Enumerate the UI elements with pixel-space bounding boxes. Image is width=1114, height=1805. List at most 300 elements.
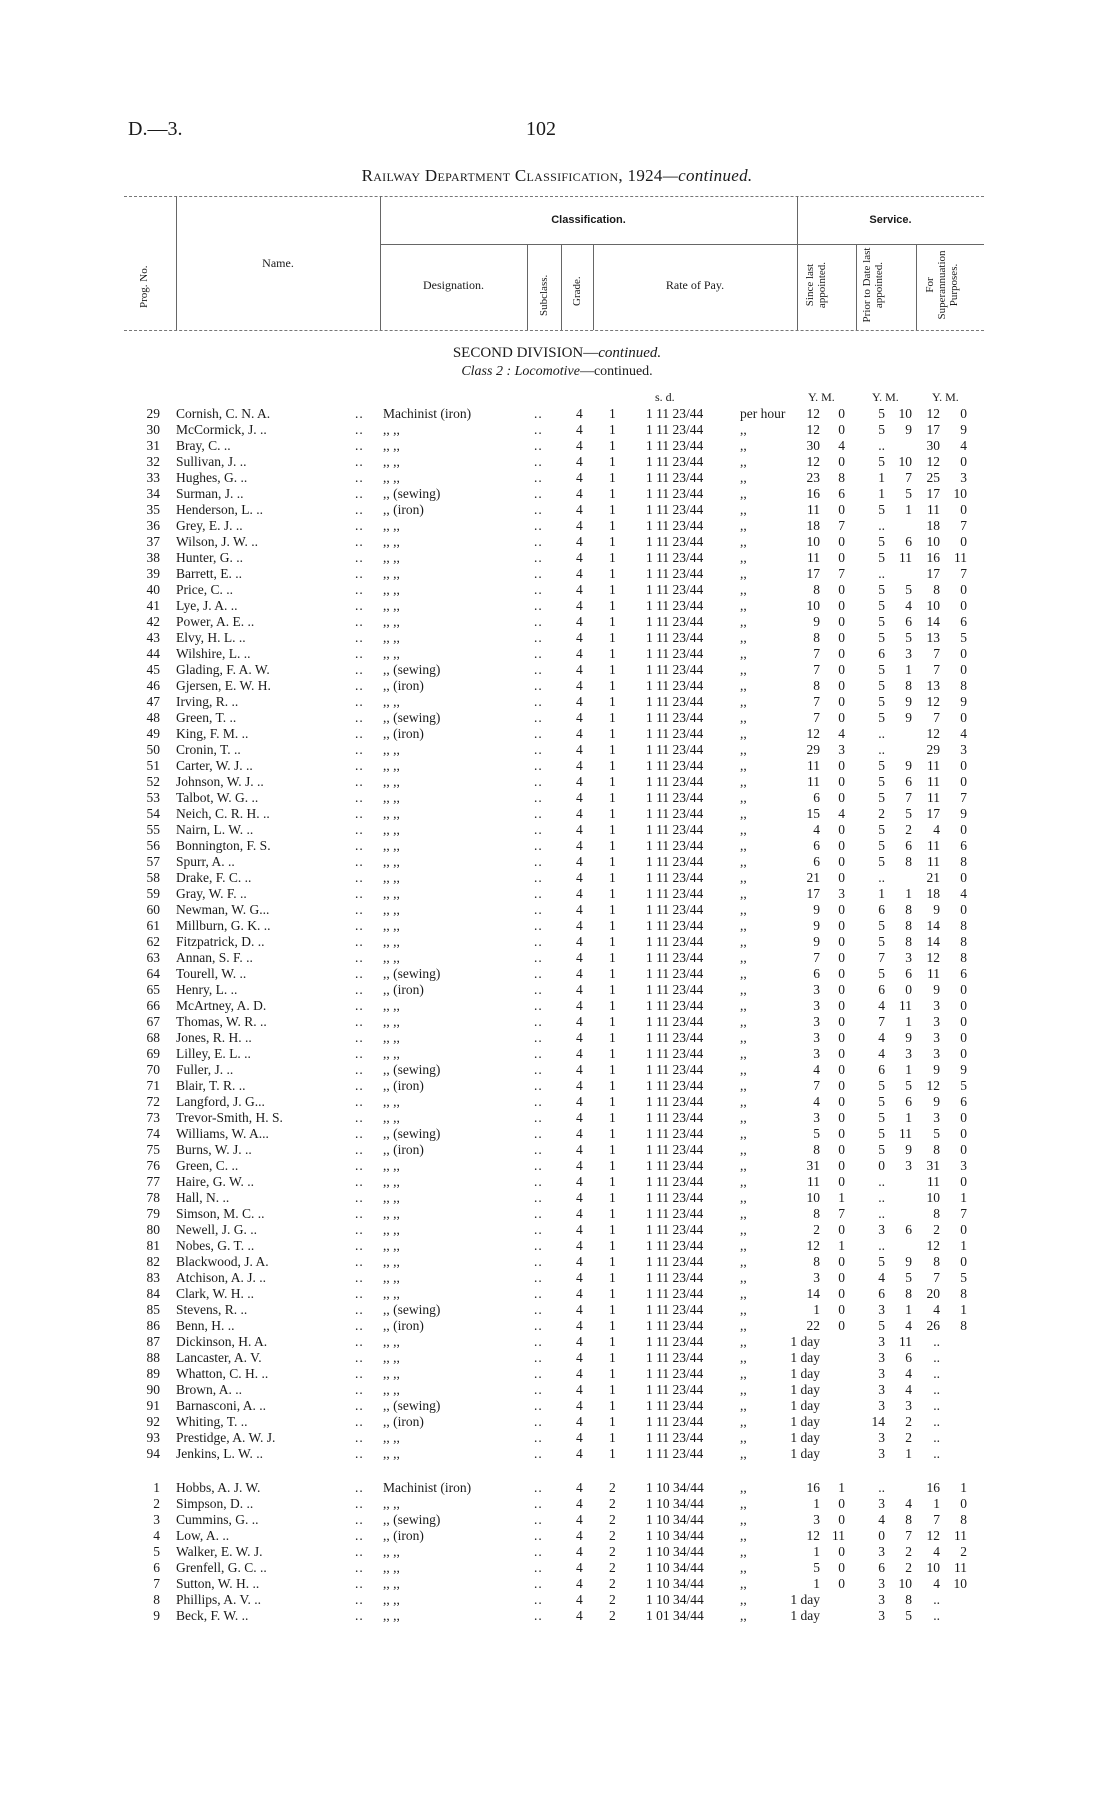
leader-dots: ..: [355, 710, 364, 725]
table-row: [0, 1350, 1114, 1366]
unit-sd: s. d.: [655, 390, 675, 404]
designation: ,, ,,: [383, 854, 400, 869]
super-years: 7: [933, 646, 940, 661]
super-months: 8: [960, 918, 967, 933]
table-row: [0, 1062, 1114, 1078]
designation: ,, ,,: [383, 934, 400, 949]
prior-months: 9: [905, 1254, 912, 1269]
prior-years: 3: [878, 1382, 885, 1397]
leader-dots: ..: [355, 1094, 364, 1109]
prior-years: 3: [878, 1446, 885, 1461]
employee-name: Spurr, A. ..: [176, 854, 235, 869]
rate-of-pay: 1 11 23/44: [646, 1158, 704, 1173]
super-months: 9: [960, 806, 967, 821]
rate-of-pay: 1 11 23/44: [646, 1366, 704, 1381]
since-months: 3: [838, 742, 845, 757]
prior-years: 3: [878, 1430, 885, 1445]
subclass: 4: [576, 758, 583, 773]
leader-dots: ..: [534, 1576, 543, 1591]
super-months: 8: [960, 678, 967, 693]
employee-name: Clark, W. H. ..: [176, 1286, 255, 1301]
grade: 2: [609, 1560, 616, 1575]
prior-years: ..: [878, 566, 885, 581]
rate-unit: ,,: [740, 1382, 747, 1397]
prog-no: 87: [146, 1334, 160, 1349]
leader-dots: ..: [534, 566, 543, 581]
super-years: 4: [933, 1544, 940, 1559]
employee-name: King, F. M. ..: [176, 726, 249, 741]
table-row: [0, 1238, 1114, 1254]
prior-months: 11: [899, 1126, 912, 1141]
employee-name: Talbot, W. G. ..: [176, 790, 259, 805]
prior-years: 5: [878, 1078, 885, 1093]
prior-months: 3: [905, 1158, 912, 1173]
employee-name: Surman, J. ..: [176, 486, 244, 501]
prior-months: 1: [905, 886, 912, 901]
employee-name: Cronin, T. ..: [176, 742, 241, 757]
prog-no: 75: [146, 1142, 160, 1157]
super-years: 26: [926, 1318, 940, 1333]
leader-dots: ..: [534, 1190, 543, 1205]
since-months: 1: [838, 1238, 845, 1253]
grade: 1: [609, 1206, 616, 1221]
prog-no: 52: [146, 774, 160, 789]
super-years: 12: [926, 950, 940, 965]
prog-no: 78: [146, 1190, 160, 1205]
super-months: 5: [960, 1078, 967, 1093]
leader-dots: ..: [355, 822, 364, 837]
leader-dots: ..: [355, 1062, 364, 1077]
rate-of-pay: 1 10 34/44: [646, 1560, 704, 1575]
table-row: [0, 518, 1114, 534]
grade: 1: [609, 646, 616, 661]
prior-months: 8: [905, 678, 912, 693]
leader-dots: ..: [355, 502, 364, 517]
super-years: 11: [927, 774, 940, 789]
prior-months: 7: [905, 790, 912, 805]
super-months: 0: [960, 1142, 967, 1157]
rate-of-pay: 1 11 23/44: [646, 1350, 704, 1365]
leader-dots: ..: [534, 1286, 543, 1301]
since-months: 4: [838, 726, 845, 741]
designation: ,, ,,: [383, 646, 400, 661]
rate-of-pay: 1 11 23/44: [646, 758, 704, 773]
rate-of-pay: 1 11 23/44: [646, 566, 704, 581]
super-months: 0: [960, 662, 967, 677]
leader-dots: ..: [355, 1254, 364, 1269]
grade: 1: [609, 902, 616, 917]
rate-of-pay: 1 11 23/44: [646, 934, 704, 949]
super-months: 6: [960, 614, 967, 629]
super-years: 2: [933, 1222, 940, 1237]
super-years: 5: [933, 1126, 940, 1141]
subclass: 4: [576, 678, 583, 693]
prior-years: 1: [878, 470, 885, 485]
rate-unit: ,,: [740, 454, 747, 469]
designation: ,, ,,: [383, 918, 400, 933]
prior-years: 3: [878, 1544, 885, 1559]
subclass: 4: [576, 470, 583, 485]
table-row: [0, 742, 1114, 758]
designation: ,, (sewing): [383, 662, 441, 677]
prior-years: 3: [878, 1302, 885, 1317]
super-years: 3: [933, 998, 940, 1013]
since-years: 9: [813, 934, 820, 949]
prior-months: 4: [905, 1366, 912, 1381]
since-months: 0: [838, 966, 845, 981]
leader-dots: ..: [534, 438, 543, 453]
table-row: [0, 1046, 1114, 1062]
prior-years: ..: [878, 518, 885, 533]
grade: 1: [609, 550, 616, 565]
rate-unit: ,,: [740, 1592, 747, 1607]
rate-unit: ,,: [740, 1206, 747, 1221]
subclass: 4: [576, 742, 583, 757]
subclass: 4: [576, 1366, 583, 1381]
table-row: [0, 1318, 1114, 1334]
super-months: 0: [960, 1030, 967, 1045]
subclass: 4: [576, 438, 583, 453]
prog-no: 83: [146, 1270, 160, 1285]
super-months: 0: [960, 598, 967, 613]
designation: ,, ,,: [383, 518, 400, 533]
employee-name: Johnson, W. J. ..: [176, 774, 264, 789]
since-months: 0: [838, 1254, 845, 1269]
super-years: 3: [933, 1046, 940, 1061]
leader-dots: ..: [355, 1206, 364, 1221]
rate-of-pay: 1 11 23/44: [646, 1062, 704, 1077]
rate-of-pay: 1 10 34/44: [646, 1528, 704, 1543]
super-months: 6: [960, 1094, 967, 1109]
rate-of-pay: 1 11 23/44: [646, 1254, 704, 1269]
grade: 1: [609, 1382, 616, 1397]
subclass: 4: [576, 902, 583, 917]
rate-unit: ,,: [740, 982, 747, 997]
rate-of-pay: 1 11 23/44: [646, 1430, 704, 1445]
prior-years: 5: [878, 758, 885, 773]
prior-years: 6: [878, 1560, 885, 1575]
since-years: 11: [807, 502, 820, 517]
rate-of-pay: 1 11 23/44: [646, 710, 704, 725]
prior-months: 1: [905, 1110, 912, 1125]
grade: 1: [609, 1398, 616, 1413]
table-row: [0, 902, 1114, 918]
super-years: 11: [927, 790, 940, 805]
since-months: 0: [838, 790, 845, 805]
prog-no: 79: [146, 1206, 160, 1221]
super-years: ..: [933, 1430, 940, 1445]
table-row: [0, 1014, 1114, 1030]
leader-dots: ..: [534, 1446, 543, 1461]
table-row: [0, 1094, 1114, 1110]
since-years: 3: [813, 1270, 820, 1285]
since-years: 7: [813, 710, 820, 725]
super-years: 17: [926, 486, 940, 501]
rate-of-pay: 1 11 23/44: [646, 982, 704, 997]
rate-unit: ,,: [740, 950, 747, 965]
rate-unit: ,,: [740, 534, 747, 549]
subclass: 4: [576, 790, 583, 805]
leader-dots: ..: [534, 1544, 543, 1559]
employee-name: Atchison, A. J. ..: [176, 1270, 267, 1285]
super-months: 9: [960, 422, 967, 437]
leader-dots: ..: [355, 774, 364, 789]
since-years: 23: [806, 470, 820, 485]
prior-years: 6: [878, 646, 885, 661]
since-months: 0: [838, 678, 845, 693]
super-years: 8: [933, 1142, 940, 1157]
table-row: [0, 1206, 1114, 1222]
prior-years: 4: [878, 1270, 885, 1285]
subclass: 4: [576, 486, 583, 501]
prog-no: 88: [146, 1350, 160, 1365]
rate-of-pay: 1 11 23/44: [646, 870, 704, 885]
since-years: 8: [813, 1142, 820, 1157]
rate-unit: ,,: [740, 582, 747, 597]
prog-no: 4: [153, 1528, 160, 1543]
super-months: 1: [960, 1190, 967, 1205]
table-row: [0, 726, 1114, 742]
since-years: 6: [813, 838, 820, 853]
grade: 1: [609, 870, 616, 885]
page-number: 102: [526, 118, 556, 140]
table-row: [0, 950, 1114, 966]
super-months: 11: [954, 1528, 967, 1543]
designation: ,, ,,: [383, 774, 400, 789]
prior-years: ..: [878, 1238, 885, 1253]
prior-years: 5: [878, 502, 885, 517]
since-months: 0: [838, 950, 845, 965]
prior-years: 3: [878, 1608, 885, 1623]
designation: ,, ,,: [383, 422, 400, 437]
prior-months: 8: [905, 918, 912, 933]
subclass: 4: [576, 406, 583, 421]
designation: ,, ,,: [383, 566, 400, 581]
leader-dots: ..: [534, 486, 543, 501]
grade: 1: [609, 502, 616, 517]
subclass: 4: [576, 982, 583, 997]
leader-dots: ..: [534, 774, 543, 789]
rate-unit: ,,: [740, 726, 747, 741]
super-years: 17: [926, 806, 940, 821]
leader-dots: ..: [534, 1608, 543, 1623]
since-years: 1: [813, 1302, 820, 1317]
leader-dots: ..: [355, 1014, 364, 1029]
rate-unit: ,,: [740, 1174, 747, 1189]
employee-name: Low, A. ..: [176, 1528, 230, 1543]
prog-no: 43: [146, 630, 160, 645]
prior-months: 6: [905, 774, 912, 789]
prog-no: 69: [146, 1046, 160, 1061]
since-months: 0: [838, 630, 845, 645]
rate-of-pay: 1 11 23/44: [646, 822, 704, 837]
employee-name: Grey, E. J. ..: [176, 518, 243, 533]
super-years: 1: [933, 1496, 940, 1511]
leader-dots: ..: [534, 1560, 543, 1575]
super-months: 0: [960, 1110, 967, 1125]
designation: ,, ,,: [383, 1560, 400, 1575]
table-row: [0, 870, 1114, 886]
title-main: Railway Department Classification, 1924: [361, 166, 663, 185]
employee-name: Brown, A. ..: [176, 1382, 243, 1397]
designation: ,, ,,: [383, 902, 400, 917]
employee-name: Green, C. ..: [176, 1158, 239, 1173]
employee-name: Hall, N. ..: [176, 1190, 230, 1205]
leader-dots: ..: [534, 1254, 543, 1269]
leader-dots: ..: [534, 854, 543, 869]
employee-name: Phillips, A. V. ..: [176, 1592, 262, 1607]
leader-dots: ..: [534, 630, 543, 645]
grade: 1: [609, 1286, 616, 1301]
super-months: 0: [960, 1222, 967, 1237]
prior-months: 3: [905, 950, 912, 965]
employee-name: Neich, C. R. H. ..: [176, 806, 270, 821]
leader-dots: ..: [355, 982, 364, 997]
prior-months: 2: [905, 1560, 912, 1575]
super-years: 11: [927, 1174, 940, 1189]
leader-dots: ..: [355, 790, 364, 805]
super-months: 0: [960, 454, 967, 469]
employee-name: McCormick, J. ..: [176, 422, 267, 437]
prior-months: 5: [905, 1608, 912, 1623]
super-months: 0: [960, 502, 967, 517]
rate-of-pay: 1 11 23/44: [646, 678, 704, 693]
prior-years: 5: [878, 454, 885, 469]
rate-of-pay: 1 11 23/44: [646, 1302, 704, 1317]
super-years: ..: [933, 1366, 940, 1381]
leader-dots: ..: [355, 1238, 364, 1253]
leader-dots: ..: [355, 454, 364, 469]
designation: ,, ,,: [383, 630, 400, 645]
designation: ,, (iron): [383, 982, 424, 997]
since-months: 0: [838, 614, 845, 629]
table-row: [0, 854, 1114, 870]
prior-months: 8: [905, 1592, 912, 1607]
grade: 1: [609, 1446, 616, 1461]
prior-years: 3: [878, 1334, 885, 1349]
prior-years: ..: [878, 870, 885, 885]
rate-of-pay: 1 11 23/44: [646, 790, 704, 805]
grade: 1: [609, 966, 616, 981]
prior-years: 5: [878, 534, 885, 549]
leader-dots: ..: [534, 1238, 543, 1253]
leader-dots: ..: [534, 550, 543, 565]
since-months: 0: [838, 1030, 845, 1045]
super-months: 0: [960, 534, 967, 549]
table-row: [0, 582, 1114, 598]
grade: 1: [609, 662, 616, 677]
table-row: [0, 1576, 1114, 1592]
leader-dots: ..: [534, 534, 543, 549]
prior-years: 5: [878, 1142, 885, 1157]
subclass: 4: [576, 550, 583, 565]
rate-unit: ,,: [740, 646, 747, 661]
leader-dots: ..: [534, 1350, 543, 1365]
super-years: 4: [933, 1302, 940, 1317]
since-months: 0: [838, 694, 845, 709]
employee-name: Carter, W. J. ..: [176, 758, 253, 773]
super-months: 0: [960, 710, 967, 725]
designation: ,, (sewing): [383, 1302, 441, 1317]
super-years: 7: [933, 1270, 940, 1285]
grade: 1: [609, 886, 616, 901]
employee-name: Haire, G. W. ..: [176, 1174, 254, 1189]
employee-name: Bray, C. ..: [176, 438, 231, 453]
designation-header: Designation.: [423, 278, 484, 292]
super-months: 6: [960, 966, 967, 981]
since-years: 17: [806, 886, 820, 901]
table-row: [0, 646, 1114, 662]
table-row: [0, 438, 1114, 454]
prog-no: 90: [146, 1382, 160, 1397]
since-last-header: Since last appointed.: [804, 261, 828, 309]
rate-unit: ,,: [740, 1158, 747, 1173]
employee-name: Henry, L. ..: [176, 982, 238, 997]
subclass: 4: [576, 582, 583, 597]
leader-dots: ..: [534, 710, 543, 725]
table-row: [0, 678, 1114, 694]
rate-of-pay: 1 11 23/44: [646, 918, 704, 933]
super-years: ..: [933, 1350, 940, 1365]
table-row: [0, 1608, 1114, 1624]
prog-no: 67: [146, 1014, 160, 1029]
since-years: 1 day: [790, 1350, 820, 1365]
prior-years: 5: [878, 1094, 885, 1109]
table-row: [0, 1158, 1114, 1174]
since-years: 8: [813, 630, 820, 645]
leader-dots: ..: [534, 470, 543, 485]
since-years: 1 day: [790, 1382, 820, 1397]
designation: ,, ,,: [383, 534, 400, 549]
employee-name: Williams, W. A...: [176, 1126, 269, 1141]
since-years: 10: [806, 598, 820, 613]
grade: 1: [609, 614, 616, 629]
grade: 1: [609, 1190, 616, 1205]
employee-name: Simson, M. C. ..: [176, 1206, 265, 1221]
designation: ,, ,,: [383, 1496, 400, 1511]
since-years: 12: [806, 726, 820, 741]
leader-dots: ..: [534, 726, 543, 741]
leader-dots: ..: [355, 1142, 364, 1157]
prior-months: 8: [905, 854, 912, 869]
table-row: [0, 566, 1114, 582]
rate-of-pay: 1 11 23/44: [646, 454, 704, 469]
since-months: 7: [838, 1206, 845, 1221]
super-months: 0: [960, 1496, 967, 1511]
leader-dots: ..: [355, 1560, 364, 1575]
super-months: 10: [953, 1576, 967, 1591]
employee-name: Nairn, L. W. ..: [176, 822, 254, 837]
designation: ,, ,,: [383, 998, 400, 1013]
employee-name: Henderson, L. ..: [176, 502, 263, 517]
prior-months: 4: [905, 1496, 912, 1511]
leader-dots: ..: [355, 1366, 364, 1381]
subclass: 4: [576, 934, 583, 949]
designation: ,, ,,: [383, 1430, 400, 1445]
leader-dots: ..: [534, 1046, 543, 1061]
rate-unit: ,,: [740, 710, 747, 725]
prog-no: 63: [146, 950, 160, 965]
since-months: 0: [838, 1270, 845, 1285]
grade: 2: [609, 1480, 616, 1495]
designation: ,, ,,: [383, 1254, 400, 1269]
prior-years: 5: [878, 1318, 885, 1333]
since-months: 3: [838, 886, 845, 901]
subclass: 4: [576, 1430, 583, 1445]
prog-no: 58: [146, 870, 160, 885]
employee-name: Beck, F. W. ..: [176, 1608, 249, 1623]
super-months: 9: [960, 694, 967, 709]
